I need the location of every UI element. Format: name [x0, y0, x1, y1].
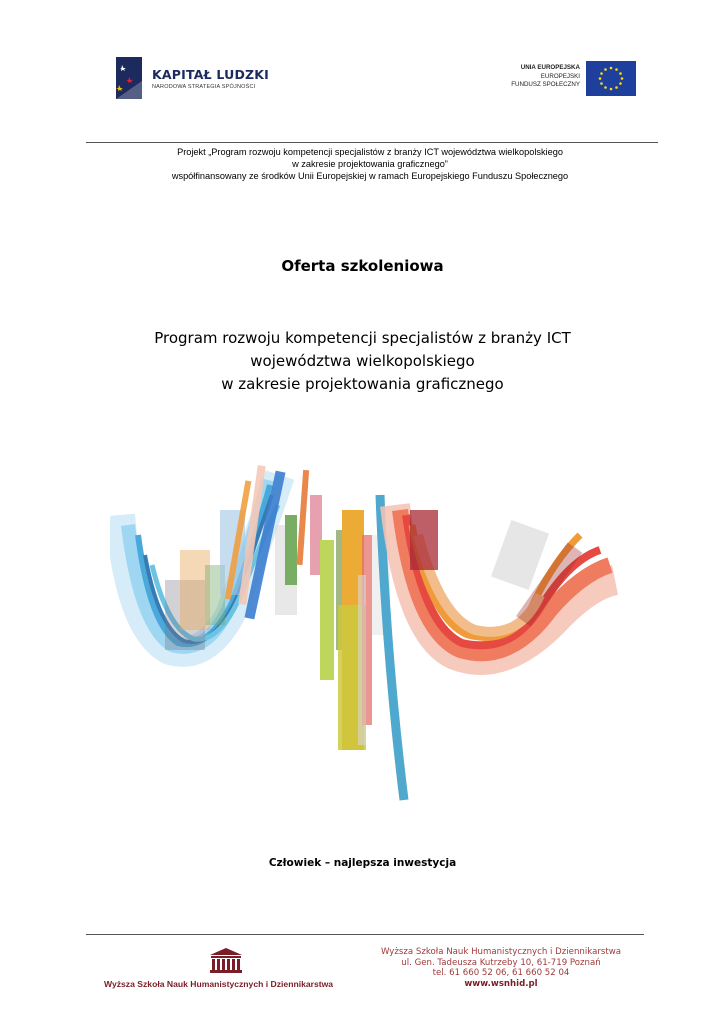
eu-flag-icon	[586, 61, 636, 96]
project-info-line-3: współfinansowany ze środków Unii Europejskiej w ramach Europejskiego Funduszu Społecznego	[171, 171, 569, 181]
footer-divider	[86, 934, 644, 935]
contact-address: ul. Gen. Tadeusza Kutrzeby 10, 61-719 Poznań	[401, 957, 601, 968]
eu-fund-label-1: EUROPEJSKI	[540, 72, 580, 80]
eu-union-label: UNIA EUROPEJSKA	[520, 64, 580, 71]
eu-text	[511, 64, 580, 90]
kapital-ludzki-emblem-icon	[114, 55, 144, 101]
kapital-ludzki-subtitle: NARODOWA STRATEGIA SPÓJNOŚCI	[152, 84, 256, 90]
program-title	[100, 327, 625, 396]
project-info	[80, 146, 660, 182]
website-link[interactable]: www.wsnhid.pl	[464, 978, 538, 989]
program-title-line-2: województwa wielkopolskiego	[250, 352, 475, 370]
decorative-ribbons-illustration	[110, 455, 630, 815]
header-divider	[86, 142, 658, 143]
slogan: Człowiek – najlepsza inwestycja	[268, 857, 457, 869]
school-building-icon	[208, 947, 244, 973]
kapital-ludzki-logo	[114, 55, 274, 101]
page-title: Oferta szkoleniowa	[281, 257, 444, 275]
program-title-line-1: Program rozwoju kompetencji specjalistów z branży ICT	[154, 329, 571, 347]
kapital-ludzki-title: KAPITAŁ LUDZKI	[152, 67, 270, 82]
contact-phone: tel. 61 660 52 06, 61 660 52 04	[432, 968, 570, 979]
project-info-line-1: Projekt „Program rozwoju kompetencji specjalistów z branży ICT województwa wielkopolskiego	[177, 147, 563, 157]
program-title-line-3: w zakresie projektowania graficznego	[221, 375, 504, 393]
eu-logo	[488, 61, 636, 97]
project-info-line-2: w zakresie projektowania graficznego”	[292, 159, 448, 169]
eu-fund-label-2: FUNDUSZ SPOŁECZNY	[511, 81, 580, 89]
school-logo-name: Wyższa Szkoła Nauk Humanistycznych i Dziennikarstwa	[104, 979, 334, 989]
school-logo	[100, 945, 360, 995]
contact-info	[372, 947, 630, 989]
contact-school-name: Wyższa Szkoła Nauk Humanistycznych i Dziennikarstwa	[380, 947, 622, 957]
